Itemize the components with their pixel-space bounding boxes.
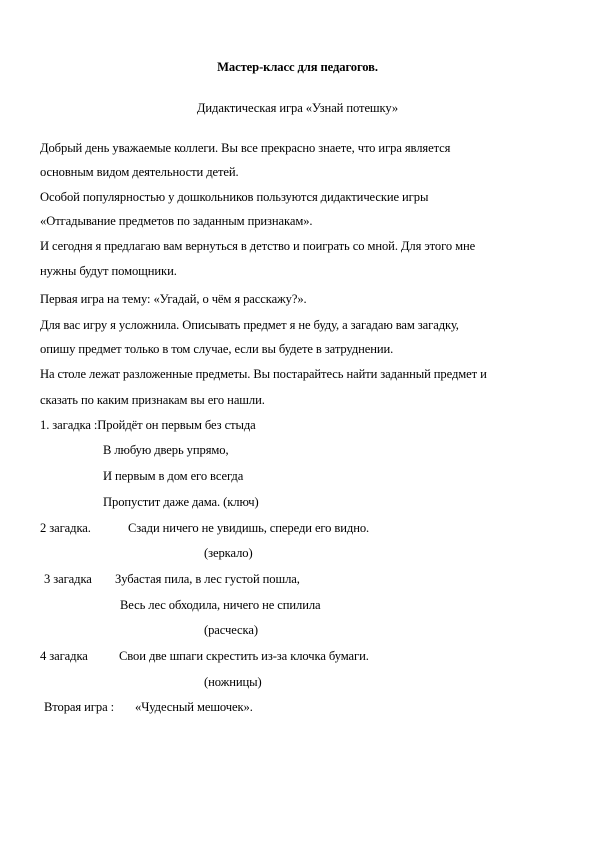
paragraph-line: «Отгадывание предметов по заданным признакам». [40,214,313,228]
riddle-1-line: В любую дверь упрямо, [103,443,229,457]
paragraph-line: опишу предмет только в том случае, если вы будете в затруднении. [40,342,394,356]
document-subtitle: Дидактическая игра «Узнай потешку» [196,101,399,115]
paragraph-line: Для вас игру я усложнила. Описывать предмет я не буду, а загадаю вам загадку, [40,318,459,332]
riddle-1-line: 1. загадка :Пройдёт он первым без стыда [40,418,256,432]
riddle-2-answer: (зеркало) [204,546,253,560]
second-game-text: «Чудесный мешочек». [135,700,253,714]
paragraph-line: нужны будут помощники. [40,264,177,278]
paragraph-line: На столе лежат разложенные предметы. Вы постарайтесь найти заданный предмет и [40,367,487,381]
second-game-label: Вторая игра : [44,700,115,714]
riddle-3-label: 3 загадка [44,572,92,586]
riddle-1-line: Пропустит даже дама. (ключ) [103,495,259,509]
riddle-3-text: Зубастая пила, в лес густой пошла, [115,572,300,586]
paragraph-line: Особой популярностью у дошкольников пользуются дидактические игры [40,190,429,204]
paragraph-line: И сегодня я предлагаю вам вернуться в детство и поиграть со мной. Для этого мне [40,239,476,253]
paragraph-line: основным видом деятельности детей. [40,165,239,179]
paragraph-line: сказать по каким признакам вы его нашли. [40,393,265,407]
riddle-1-line: И первым в дом его всегда [103,469,244,483]
riddle-4-answer: (ножницы) [204,675,262,689]
paragraph-line: Добрый день уважаемые коллеги. Вы все прекрасно знаете, что игра является [40,141,451,155]
document-title: Мастер-класс для педагогов. [217,60,378,74]
riddle-3-text: Весь лес обходила, ничего не спилила [120,598,321,612]
riddle-4-text: Свои две шпаги скрестить из-за клочка бумаги. [119,649,369,663]
riddle-2-label: 2 загадка. [40,521,91,535]
riddle-4-label: 4 загадка [40,649,88,663]
paragraph-line: Первая игра на тему: «Угадай, о чём я расскажу?». [40,292,307,306]
riddle-3-answer: (расческа) [204,623,258,637]
riddle-2-text: Сзади ничего не увидишь, спереди его видно. [128,521,370,535]
